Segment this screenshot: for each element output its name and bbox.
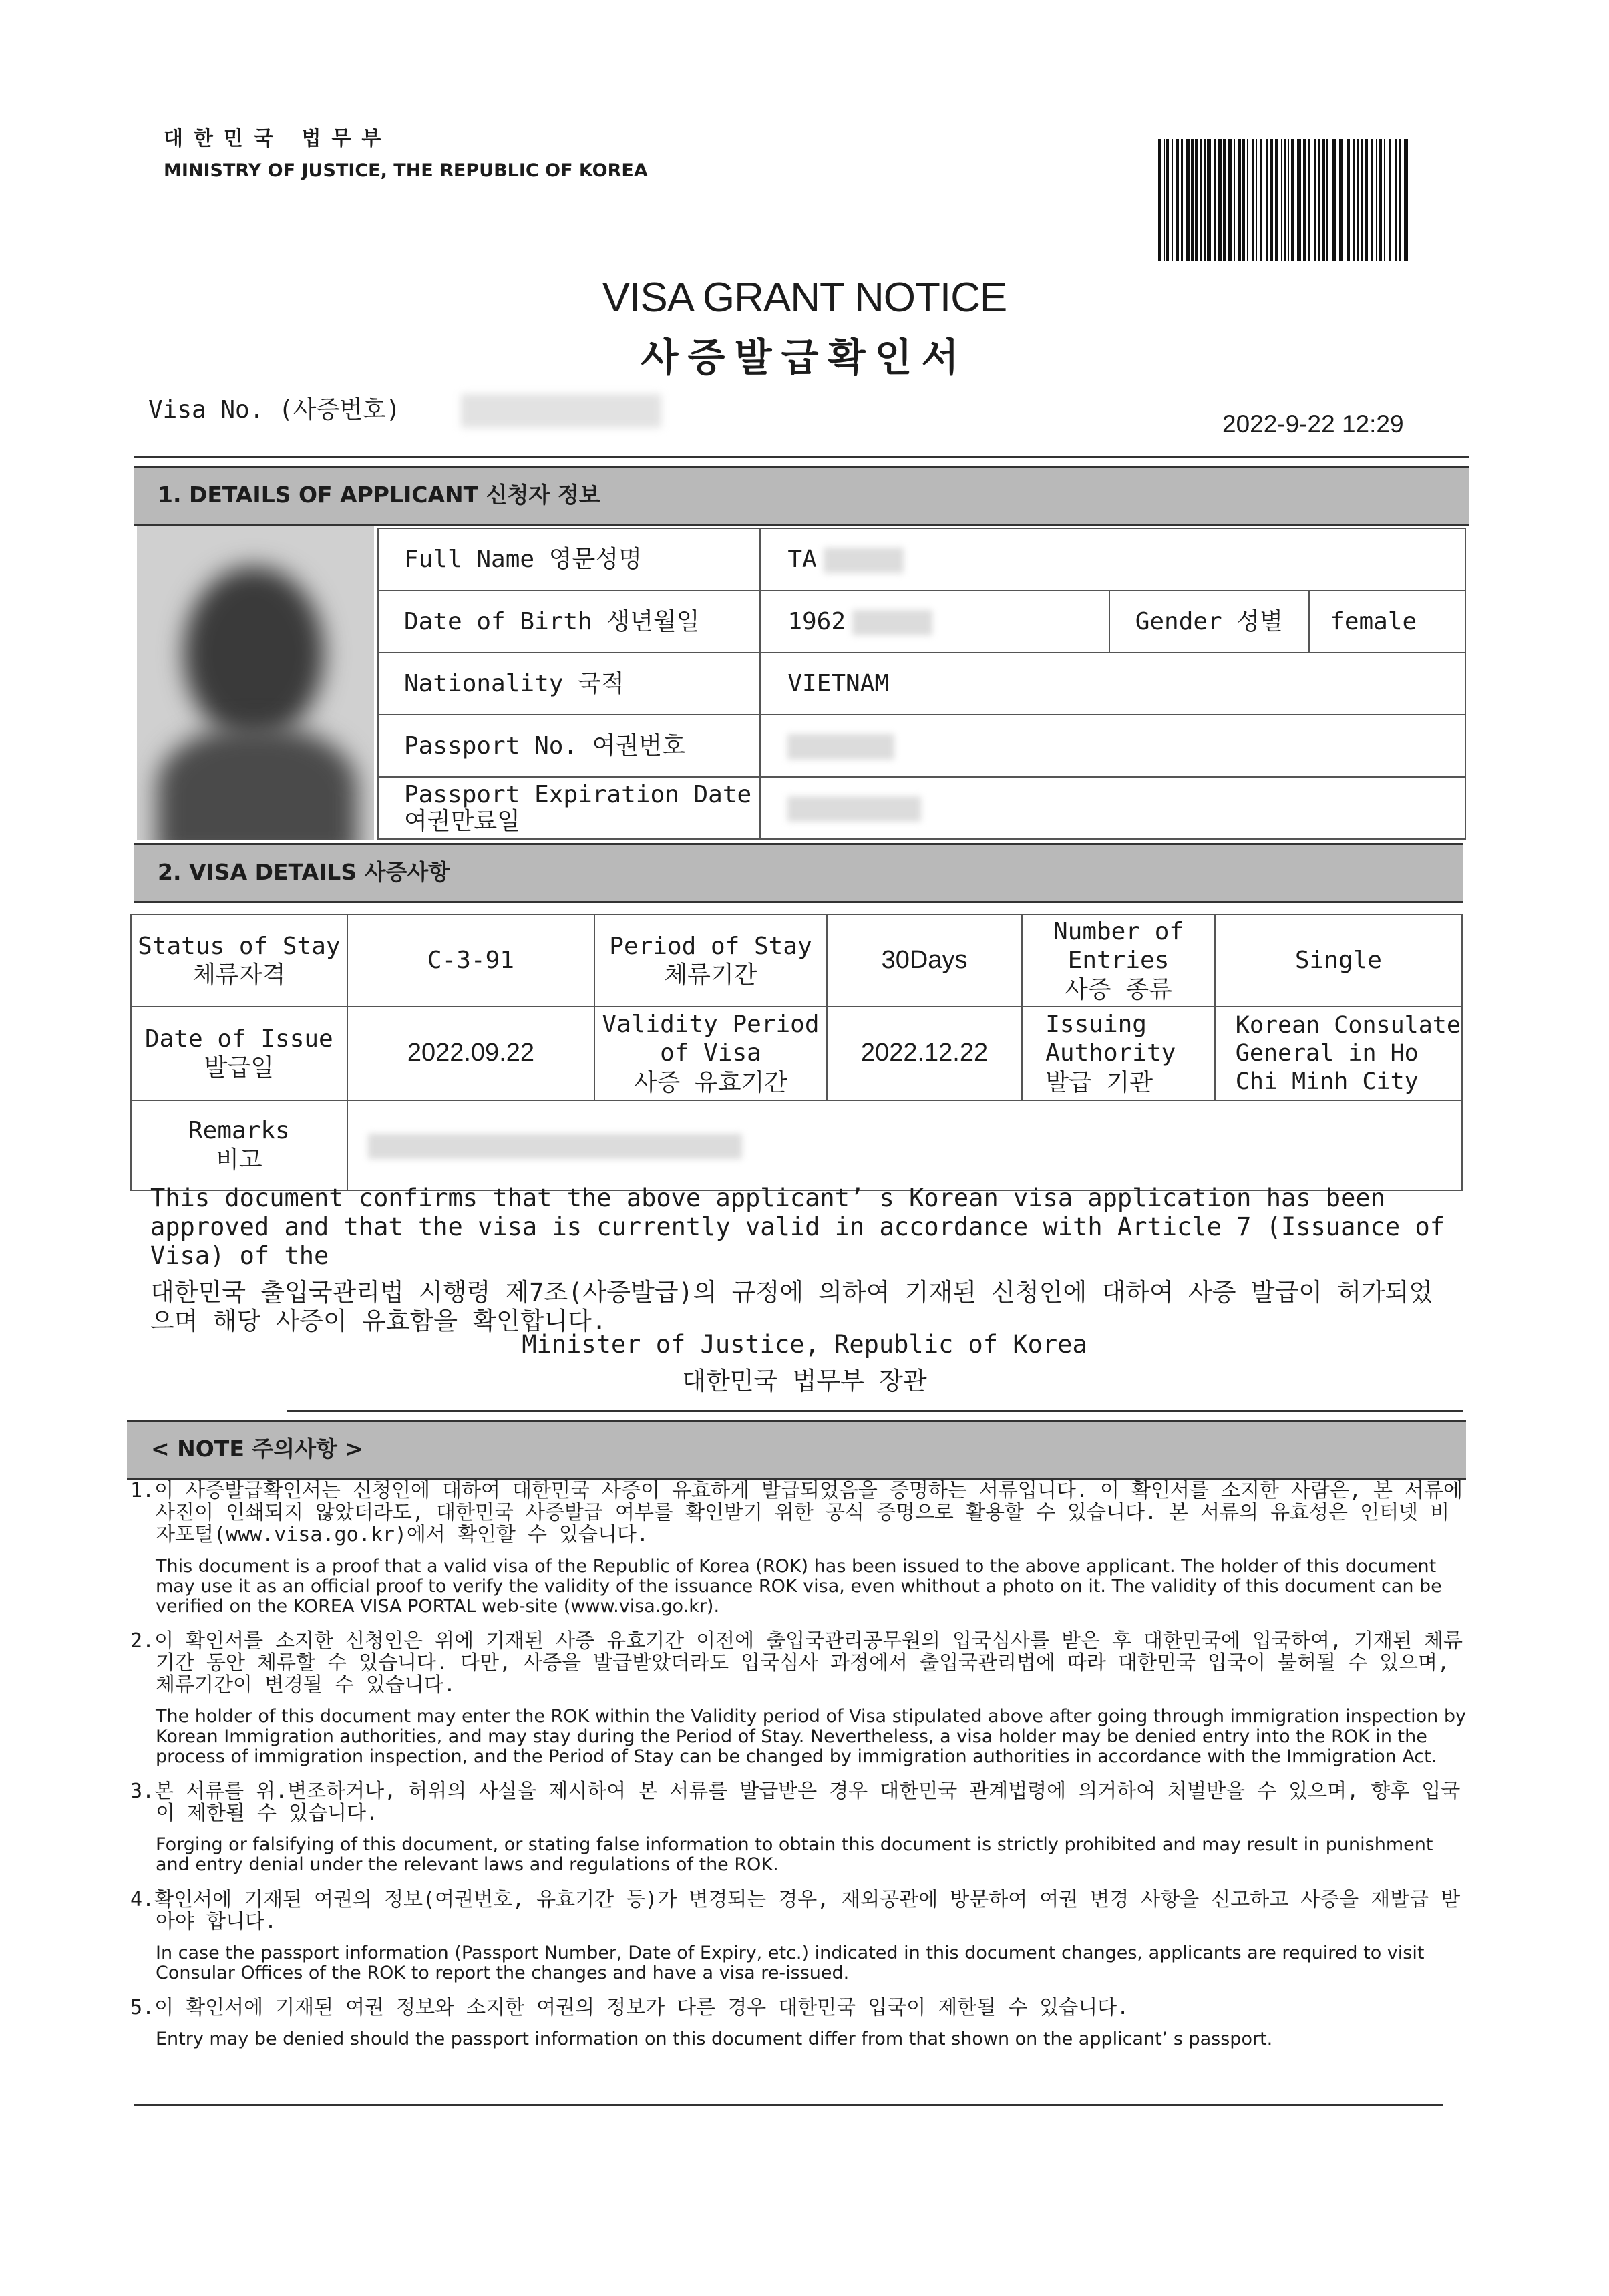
passport-expiry-label-en: Passport Expiration Date [404,780,752,808]
note-english: The holder of this document may enter the ROK within the Validity period of Visa stipulated above after going through immigration inspection by Korean Immigration authorities, and may stay during the Period of Stay. Nevertheless, a visa holder may be denied entry into the ROK in the process of immigration inspection, and the Period of Stay can be changed by immigration authorities in accordance with the Immigration Act. [156,1706,1466,1767]
section-visa-header [134,843,1463,903]
full-name-cell [760,528,1465,591]
document-title-korean: 사증발급확인서 [641,335,968,380]
full-name-value: TA [787,545,817,573]
declaration-english: This document confirms that the above applicant’ s Korean visa application has been approved and that the visa is currently valid in accordance with Article 7 (Issuance of Visa) of the [150,1184,1445,1270]
ministry-name-korean: 대한민국 법무부 [164,127,392,150]
period-of-stay-value: 30Days [827,915,1022,1007]
note-item-1 [130,1480,1466,1617]
note-korean: 1.이 사증발급확인서는 신청인에 대하여 대한민국 사증이 유효하게 발급되었음을 증명하는 서류입니다. 이 확인서를 소지한 사람은, 본 서류에 사진이 인쇄되지 않았더라도, 대한민국 사증발급 여부를 확인받기 위한 공식 증명으로 활용할 수 있습니다. 본 서류의 유효성은 인터넷 비자포털(www.visa.go.kr)에서 확인할 수 있습니다. [130,1479,1463,1546]
status-of-stay-label [131,915,347,1007]
authority-value-line1: Korean Consulate [1235,1012,1461,1039]
dob-value: 1962 [787,607,846,635]
validity-period-label [594,1007,827,1100]
divider [287,1410,1463,1412]
note-english: In case the passport information (Passport Number, Date of Expiry, etc.) indicated in this document changes, applicants are required to visit Consular Offices of the ROK to report the changes and have a visa re-issued. [156,1943,1425,1983]
section-visa-title: 2. VISA DETAILS 사증사항 [158,859,450,885]
section-applicant-title: 1. DETAILS OF APPLICANT 신청자 정보 [158,482,600,508]
status-label-ko: 체류자격 [192,961,286,989]
table-row [378,653,1465,715]
signatory [0,1326,1609,1400]
status-of-stay-value: C-3-91 [347,915,594,1007]
passport-expiry-label-ko: 여권만료일 [404,807,520,835]
nationality-value: VIETNAM [760,653,1465,715]
note-korean: 2.이 확인서를 소지한 신청인은 위에 기재된 사증 유효기간 이전에 출입국관리공무원의 입국심사를 받은 후 대한민국에 입국하여, 기재된 체류기간 동안 체류할 수 있습니다. 다만, 사증을 발급받았더라도 입국심사 과정에서 출입국관리법에 따라 대한민국 입국이 불허될 수 있으며, 체류기간이 변경될 수 있습니다. [130,1629,1463,1697]
date-of-issue-label [131,1007,347,1100]
note-item-2 [130,1630,1466,1767]
note-english: Forging or falsifying of this document, or stating false information to obtain this document is strictly prohibited and may result in punishment and entry denial under the relevant laws and regulations of the ROK. [156,1834,1433,1875]
note-korean: 5.이 확인서에 기재된 여권 정보와 소지한 여권의 정보가 다른 경우 대한민국 입국이 제한될 수 있습니다. [130,1996,1129,2019]
passport-number-label: Passport No. 여권번호 [378,715,760,777]
dob-label: Date of Birth 생년월일 [378,591,760,653]
validity-label-ko: 사증 유효기간 [633,1068,788,1096]
declaration-korean: 대한민국 출입국관리법 시행령 제7조(사증발급)의 규정에 의하여 기재된 신청인에 대하여 사증 발급이 허가되었으며 해당 사증이 유효함을 확인합니다. [150,1278,1433,1335]
divider [134,2104,1443,2106]
note-item-3 [130,1780,1466,1875]
gender-value: female [1309,591,1465,653]
table-row [378,715,1465,777]
gender-label: Gender 성별 [1109,591,1310,653]
minister-title-english: Minister of Justice, Republic of Korea [522,1330,1087,1359]
declaration [150,1184,1446,1335]
redaction [852,610,932,635]
passport-number-cell [760,715,1465,777]
nationality-label: Nationality 국적 [378,653,760,715]
visa-number-redacted [461,394,661,428]
period-of-stay-label [594,915,827,1007]
section-applicant-header [134,466,1469,526]
notes-title: < NOTE 주의사항 > [151,1436,364,1462]
validity-label-en2: of Visa [660,1039,761,1068]
barcode-icon [1157,139,1412,261]
validity-period-value: 2022.12.22 [827,1007,1022,1100]
table-row [378,777,1465,839]
issuing-authority-label [1022,1007,1215,1100]
period-label-en: Period of Stay [609,932,812,960]
authority-label-en2: Authority [1045,1039,1176,1068]
date-of-issue-value: 2022.09.22 [347,1007,594,1100]
remarks-label-ko: 비고 [216,1146,262,1174]
remarks-cell [347,1100,1462,1190]
applicant-details-table [377,528,1466,840]
applicant-photo-blurred [137,526,374,840]
ministry-name-english: MINISTRY OF JUSTICE, THE REPUBLIC OF KOREA [164,160,648,181]
notes-list [130,1480,1466,2063]
dob-cell [760,591,1109,653]
authority-label-ko: 발급 기관 [1045,1068,1153,1096]
number-of-entries-label [1022,915,1215,1007]
document-title-english: VISA GRANT NOTICE [602,275,1007,321]
divider [134,456,1469,458]
issue-datetime: 2022-9-22 12:29 [1222,410,1404,438]
redaction [787,734,894,760]
issuing-authority-value [1215,1007,1462,1100]
redaction [787,796,921,822]
redaction [824,548,904,573]
validity-label-en1: Validity Period [602,1011,820,1039]
passport-expiry-label [378,777,760,839]
authority-label-en1: Issuing [1045,1011,1147,1039]
minister-title-korean: 대한민국 법무부 장관 [682,1367,927,1396]
table-row [131,1007,1462,1100]
remarks-label-en: Remarks [188,1117,290,1145]
entries-label-en2: Entries [1067,947,1170,975]
issue-label-en: Date of Issue [144,1025,333,1053]
table-row [378,591,1465,653]
passport-expiry-cell [760,777,1465,839]
note-english: This document is a proof that a valid visa of the Republic of Korea (ROK) has been issued to the above applicant. The holder of this document may use it as an official proof to verify the validity of the issuance ROK visa, even whithout a photo on it. The validity of this document can be verified on the KOREA VISA PORTAL web-site (www.visa.go.kr). [156,1556,1442,1617]
period-label-ko: 체류기간 [664,961,757,989]
remarks-label [131,1100,347,1190]
note-english: Entry may be denied should the passport information on this document differ from that shown on the applicant’ s passport. [156,2029,1273,2049]
visa-details-table [130,914,1463,1191]
note-korean: 4.확인서에 기재된 여권의 정보(여권번호, 유효기간 등)가 변경되는 경우, 재외공관에 방문하여 여권 변경 사항을 신고하고 사증을 재발급 받아야 합니다. [130,1888,1461,1933]
entries-label-en1: Number of [1053,918,1184,946]
issue-label-ko: 발급일 [204,1054,274,1082]
number-of-entries-value: Single [1215,915,1462,1007]
authority-value-line3: Chi Minh City [1235,1068,1419,1095]
note-item-5 [130,1997,1466,2049]
note-korean: 3.본 서류를 위.변조하거나, 허위의 사실을 제시하여 본 서류를 발급받은 경우 대한민국 관계법령에 의거하여 처벌받을 수 있으며, 향후 입국이 제한될 수 있습니다. [130,1780,1461,1825]
entries-label-ko: 사증 종류 [1065,975,1172,1003]
visa-number-label: Visa No. (사증번호) [148,396,401,424]
table-row [131,1100,1462,1190]
notes-header [127,1420,1466,1480]
table-row [131,915,1462,1007]
note-item-4 [130,1889,1466,1983]
table-row [378,528,1465,591]
status-label-en: Status of Stay [138,932,341,960]
redaction [368,1134,742,1159]
full-name-label: Full Name 영문성명 [378,528,760,591]
authority-value-line2: General in Ho [1235,1040,1419,1067]
